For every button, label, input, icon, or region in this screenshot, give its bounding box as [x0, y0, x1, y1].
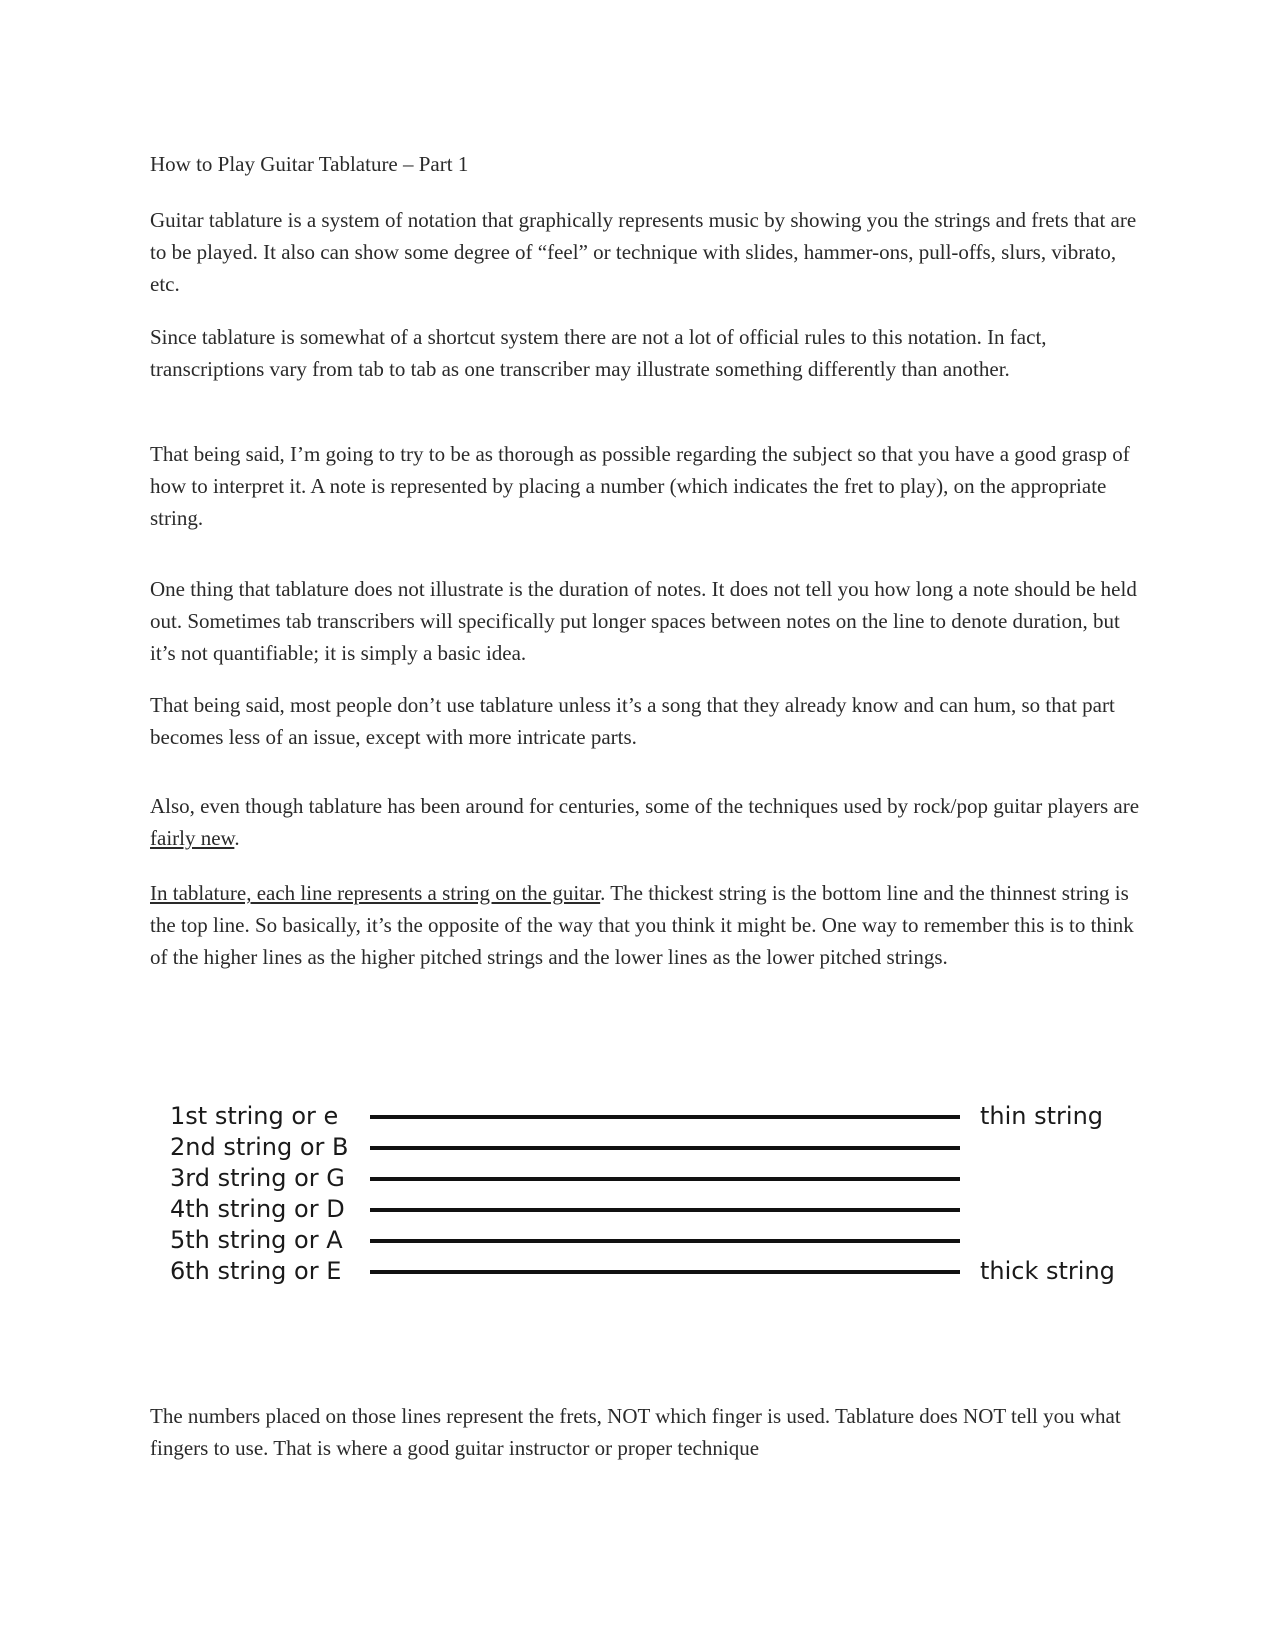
underlined-sentence: In tablature, each line represents a string on the guitar	[150, 881, 601, 905]
string-label: 4th string or D	[170, 1195, 345, 1223]
string-line	[370, 1270, 960, 1274]
paragraph-shortcut-system: Since tablature is somewhat of a shortcut system there are not a lot of official rules to this notation. In fact, transcriptions vary from tab to tab as one transcriber may illustrate something differently than another.	[150, 325, 1047, 381]
paragraph-string-lines-text: . The thickest string is the bottom line and the thinnest string is the top line. So basically, it’s the opposite of the way that you think it might be. One way to remember this is to think of the higher lines as the higher pitched strings and the lower lines as the lower pitched strings.	[150, 881, 1134, 969]
string-label: 1st string or e	[170, 1102, 339, 1130]
page-title: How to Play Guitar Tablature – Part 1	[150, 152, 469, 176]
string-row-6	[170, 1255, 1120, 1287]
string-thickness-label: thin string	[980, 1102, 1104, 1130]
paragraph-techniques	[150, 790, 1140, 854]
string-row-5	[170, 1224, 1120, 1256]
string-line	[370, 1146, 960, 1150]
paragraph-intro: Guitar tablature is a system of notation that graphically represents music by showing you the strings and frets that are to be played. It also can show some degree of “feel” or technique with slides, hammer-ons, pull-offs, slurs, vibrato, etc.	[150, 208, 1137, 296]
string-label: 3rd string or G	[170, 1164, 345, 1192]
string-line	[370, 1115, 960, 1119]
string-thickness-label: thick string	[980, 1257, 1115, 1285]
paragraph-known-songs: That being said, most people don’t use tablature unless it’s a song that they already know and can hum, so that part becomes less of an issue, except with more intricate parts.	[150, 693, 1115, 749]
string-label: 2nd string or B	[170, 1133, 349, 1161]
string-line	[370, 1239, 960, 1243]
fairly-new-link[interactable]: fairly new	[150, 826, 235, 850]
string-label: 5th string or A	[170, 1226, 343, 1254]
string-line	[370, 1177, 960, 1181]
paragraph-string-lines	[150, 877, 1140, 973]
string-row-4	[170, 1193, 1120, 1225]
paragraph-techniques-end: .	[234, 826, 240, 850]
paragraph-frets-not-fingers: The numbers placed on those lines represent the frets, NOT which finger is used. Tablature does NOT tell you what fingers to use. That is where a good guitar instructor or proper technique	[150, 1404, 1121, 1460]
string-row-3	[170, 1162, 1120, 1194]
string-row-1	[170, 1100, 1120, 1132]
string-label: 6th string or E	[170, 1257, 342, 1285]
paragraph-techniques-text: Also, even though tablature has been around for centuries, some of the techniques used by rock/pop guitar players are	[150, 794, 1140, 818]
string-row-2	[170, 1131, 1120, 1163]
tablature-string-diagram	[170, 1100, 1120, 1320]
paragraph-note-representation: That being said, I’m going to try to be as thorough as possible regarding the subject so that you have a good grasp of how to interpret it. A note is represented by placing a number (which indicates the fret to play), on the appropriate string.	[150, 442, 1130, 530]
string-line	[370, 1208, 960, 1212]
paragraph-duration: One thing that tablature does not illustrate is the duration of notes. It does not tell you how long a note should be held out. Sometimes tab transcribers will specifically put longer spaces between notes on the line to denote duration, but it’s not quantifiable; it is simply a basic idea.	[150, 577, 1137, 665]
